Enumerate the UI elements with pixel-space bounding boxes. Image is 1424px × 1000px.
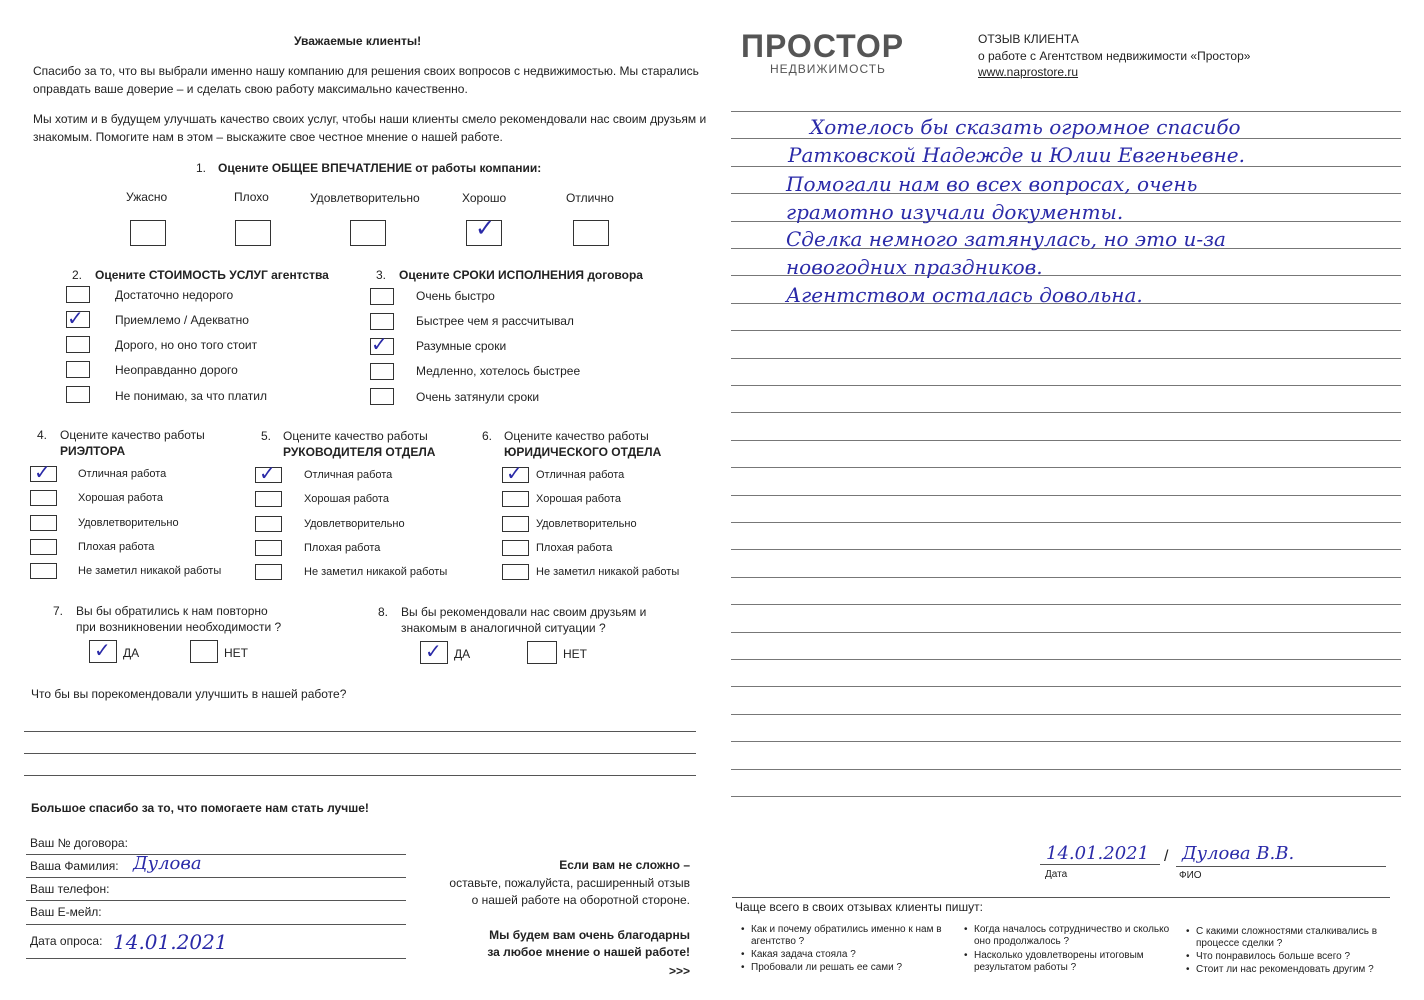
q1-option-label: Ужасно [126,190,168,204]
answer-line[interactable] [24,731,696,732]
q7-yes-label: ДА [123,646,140,660]
review-ruled-line[interactable] [731,358,1401,359]
tip-text: результатом работы ? [974,962,1077,973]
q8-yes-label: ДА [454,647,471,661]
question-title: Оцените СТОИМОСТЬ УСЛУГ агентства [95,268,329,282]
name-signature-line[interactable] [1176,866,1386,867]
question-number: 1. [196,161,207,175]
phone-field[interactable] [26,900,406,901]
answer-line[interactable] [24,753,696,754]
q4-option-label: Не заметил никакой работы [78,565,222,577]
review-ruled-line[interactable] [731,714,1401,715]
date-caption: Дата [1045,869,1068,880]
q3-checkbox[interactable] [370,363,394,380]
contract-label: Ваш № договора: [30,836,128,850]
q1-checkbox-satisfactory[interactable] [350,220,386,246]
question-number: 3. [376,268,387,282]
improve-question: Что бы вы порекомендовали улучшить в нашей работе? [31,687,347,701]
q3-option-label: Быстрее чем я рассчитывал [416,314,574,328]
bullet-icon: • [1186,926,1190,937]
question-number: 2. [72,268,83,282]
q2-checkbox[interactable] [66,386,90,403]
tip-text: оно продолжалось ? [974,936,1070,947]
surname-value: Дулова [133,853,202,874]
q5-checkbox[interactable] [255,491,282,507]
tip-text: Пробовали ли решать ее сами ? [751,962,903,973]
q2-checkbox[interactable] [66,336,90,353]
question-title: Оцените качество работы [60,428,205,442]
aside-text: Мы будем вам очень благодарны [489,928,690,942]
q4-option-label: Удовлетворительно [78,517,179,529]
email-label: Ваш Е-мейл: [30,905,102,919]
q4-option-label: Хорошая работа [78,492,163,504]
intro-text: Мы хотим и в будущем улучшать качество своих услуг, чтобы наши клиенты смело рекомендовали нас своим друзьям и [33,112,707,126]
checkmark-icon: ✓ [371,332,388,356]
aside-text: о нашей работе на оборотной стороне. [471,893,690,907]
signature-name: Дулова В.В. [1182,843,1295,864]
q5-checkbox[interactable] [255,516,282,532]
tip-text: Как и почему обратились именно к нам в [751,924,942,935]
q1-checkbox-excellent[interactable] [573,220,609,246]
review-ruled-line[interactable] [731,796,1401,797]
phone-label: Ваш телефон: [30,882,110,896]
surname-field[interactable] [26,877,406,878]
q8-no-label: НЕТ [563,647,587,661]
q5-checkbox[interactable] [255,540,282,556]
review-ruled-line[interactable] [731,686,1401,687]
q4-option-label: Отличная работа [78,468,167,480]
tip-text: Какая задача стояла ? [751,949,856,960]
review-handwritten-line: Сделка немного затянулась, но это и-за [786,227,1226,251]
review-ruled-line[interactable] [731,632,1401,633]
review-handwritten-line: Помогали нам во всех вопросах, очень [786,172,1198,196]
q6-option-label: Удовлетворительно [536,518,637,530]
review-handwritten-line: Агентством осталась довольна. [786,283,1143,307]
q1-option-label: Удовлетворительно [310,191,420,205]
q1-option-label: Плохо [234,190,269,204]
question-title: знакомым в аналогичной ситуации ? [401,621,606,635]
bullet-icon: • [1186,951,1190,962]
review-ruled-line[interactable] [731,467,1401,468]
review-ruled-line[interactable] [731,111,1401,112]
question-title: при возникновении необходимости ? [76,620,282,634]
q6-checkbox[interactable] [502,540,529,556]
q2-option-label: Дорого, но оно того стоит [115,338,258,352]
q6-option-label: Отличная работа [536,469,625,481]
bullet-icon: • [741,949,745,960]
review-handwritten-line: Хотелось бы сказать огромное спасибо [810,115,1241,139]
review-header-title: ОТЗЫВ КЛИЕНТА [978,32,1079,46]
aside-text: оставьте, пожалуйста, расширенный отзыв [449,876,690,890]
name-caption: ФИО [1179,870,1202,881]
review-handwritten-line: Ратковской Надежде и Юлии Евгеньевне. [788,143,1245,167]
q4-checkbox[interactable] [30,490,57,506]
checkmark-icon: ✓ [67,306,84,330]
review-handwritten-line: новогодних праздников. [786,255,1043,279]
q6-option-label: Хорошая работа [536,493,621,505]
intro-text: знакомым. Помогите нам в этом – выскажите свое честное мнение о нашей работе. [33,130,503,144]
q3-checkbox[interactable] [370,288,394,305]
q3-option-label: Очень быстро [416,289,495,303]
q7-no-label: НЕТ [224,646,248,660]
review-ruled-line[interactable] [731,522,1401,523]
question-title: Оцените качество работы [283,429,428,443]
question-number: 8. [378,605,389,619]
tip-text: Когда началось сотрудничество и сколько [974,924,1170,935]
q4-checkbox[interactable] [30,515,57,531]
q5-option-label: Отличная работа [304,469,393,481]
q5-option-label: Хорошая работа [304,493,389,505]
checkmark-icon: ✓ [506,461,523,485]
review-ruled-line[interactable] [731,385,1401,386]
question-title: Вы бы обратились к нам повторно [76,604,268,618]
review-ruled-line[interactable] [731,659,1401,660]
q7-checkbox-no[interactable] [190,640,218,663]
review-ruled-line[interactable] [731,741,1401,742]
review-ruled-line[interactable] [731,495,1401,496]
tip-text: Насколько удовлетворены итоговым [974,950,1144,961]
question-number: 4. [37,428,48,442]
q2-checkbox[interactable] [66,286,90,303]
q5-option-label: Плохая работа [304,542,381,554]
q2-option-label: Достаточно недорого [115,288,234,302]
q4-option-label: Плохая работа [78,541,155,553]
brand-logo-subtitle: НЕДВИЖИМОСТЬ [770,62,886,76]
q5-checkbox[interactable] [255,564,282,580]
q5-option-label: Удовлетворительно [304,518,405,530]
aside-text: Если вам не сложно – [559,858,690,872]
review-ruled-line[interactable] [731,412,1401,413]
q1-checkbox-terrible[interactable] [130,220,166,246]
bullet-icon: • [964,924,968,935]
intro-text: Спасибо за то, что вы выбрали именно нашу компанию для решения своих вопросов с недвижимостью. Мы старались [33,64,699,78]
tips-title: Чаще всего в своих отзывах клиенты пишут: [735,900,983,914]
bullet-icon: • [741,924,745,935]
checkmark-icon: ✓ [425,639,442,663]
q4-checkbox[interactable] [30,563,57,579]
q3-checkbox[interactable] [370,388,394,405]
date-field[interactable] [26,958,406,959]
question-title: Оцените качество работы [504,429,649,443]
q3-checkbox[interactable] [370,313,394,330]
q1-option-label: Хорошо [462,191,507,205]
date-signature-line[interactable] [1040,864,1160,865]
question-title: Оцените ОБЩЕЕ ВПЕЧАТЛЕНИЕ от работы компании: [218,161,542,175]
signature-date: 14.01.2021 [1046,843,1150,864]
review-ruled-line[interactable] [731,604,1401,605]
page-title: Уважаемые клиенты! [294,34,422,48]
question-title: Оцените СРОКИ ИСПОЛНЕНИЯ договора [399,268,643,282]
question-number: 5. [261,429,272,443]
signature-separator: / [1164,848,1169,865]
review-ruled-line[interactable] [731,330,1401,331]
email-field[interactable] [26,924,406,925]
tip-text: С какими сложностями сталкивались в [1196,926,1378,937]
q2-option-label: Не понимаю, за что платил [115,389,268,403]
bullet-icon: • [741,962,745,973]
q1-option-label: Отлично [566,191,614,205]
question-title: РИЭЛТОРА [60,444,126,458]
q6-option-label: Плохая работа [536,542,613,554]
q5-option-label: Не заметил никакой работы [304,566,448,578]
thanks-text: Большое спасибо за то, что помогаете нам стать лучше! [31,801,369,815]
intro-text: оправдать ваше доверие – и сделать свою работу максимально качественно. [33,82,468,96]
contract-field[interactable] [26,854,406,855]
brand-logo: ПРОСТОР [741,28,905,64]
checkmark-icon: ✓ [259,461,276,485]
q4-checkbox[interactable] [30,539,57,555]
bullet-icon: • [964,950,968,961]
checkmark-icon: ✓ [34,460,51,484]
question-number: 6. [482,429,493,443]
checkmark-icon: ✓ [475,214,496,242]
review-ruled-line[interactable] [731,769,1401,770]
q6-option-label: Не заметил никакой работы [536,566,680,578]
review-header-subtitle: о работе с Агентством недвижимости «Простор» [978,49,1251,63]
q8-checkbox-no[interactable] [527,641,557,664]
review-ruled-line[interactable] [731,549,1401,550]
question-title: ЮРИДИЧЕСКОГО ОТДЕЛА [504,445,662,459]
website-link[interactable]: www.naprostore.ru [978,65,1079,79]
date-value: 14.01.2021 [113,930,228,954]
question-title: Вы бы рекомендовали нас своим друзьям и [401,605,647,619]
date-label: Дата опроса: [30,934,103,948]
review-ruled-line[interactable] [731,440,1401,441]
surname-label: Ваша Фамилия: [30,859,119,873]
tip-text: Что понравилось больше всего ? [1196,951,1351,962]
q6-checkbox[interactable] [502,516,529,532]
aside-text: за любое мнение о нашей работе! [487,945,690,959]
review-ruled-line[interactable] [731,577,1401,578]
arrows-icon: >>> [668,964,690,978]
bullet-icon: • [1186,964,1190,975]
checkmark-icon: ✓ [94,638,111,662]
q3-option-label: Медленно, хотелось быстрее [416,364,581,378]
review-handwritten-line: грамотно изучали документы. [786,200,1124,224]
q2-option-label: Неоправданно дорого [115,363,238,377]
q2-checkbox[interactable] [66,361,90,378]
tip-text: Стоит ли нас рекомендовать другим ? [1196,964,1374,975]
tip-text: процессе сделки ? [1196,938,1283,949]
q6-checkbox[interactable] [502,564,529,580]
q1-checkbox-bad[interactable] [235,220,271,246]
tip-text: агентство ? [751,936,805,947]
q3-option-label: Очень затянули сроки [416,390,540,404]
q6-checkbox[interactable] [502,491,529,507]
question-number: 7. [53,604,64,618]
q3-option-label: Разумные сроки [416,339,507,353]
answer-line[interactable] [24,775,696,776]
q2-option-label: Приемлемо / Адекватно [115,313,249,327]
question-title: РУКОВОДИТЕЛЯ ОТДЕЛА [283,445,436,459]
divider [732,897,1390,898]
